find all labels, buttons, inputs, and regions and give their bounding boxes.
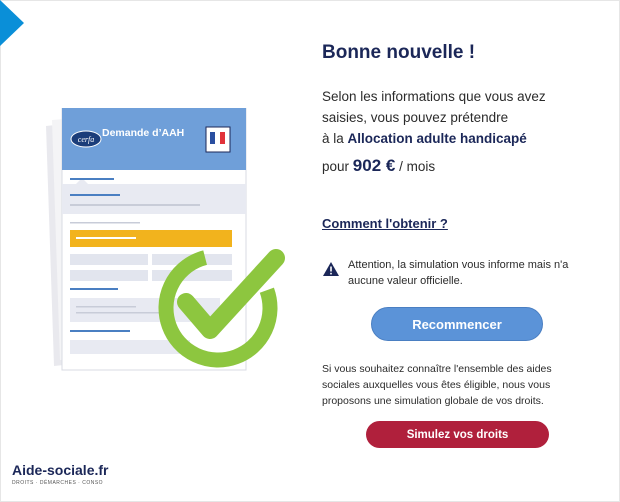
brand-tagline: DROITS · DÉMARCHES · CONSO [12, 480, 104, 486]
how-to-obtain-link[interactable]: Comment l'obtenir ? [322, 216, 448, 231]
warning-icon [322, 261, 340, 277]
warning-notice [322, 257, 582, 289]
brand-logo[interactable] [12, 462, 108, 486]
allowance-name: Allocation adulte handicapé [347, 131, 527, 146]
amount-prefix: pour [322, 159, 353, 174]
result-title: Bonne nouvelle ! [322, 42, 476, 63]
restart-button[interactable]: Recommencer [371, 307, 543, 341]
result-line-2: saisies, vous pouvez prétendre [322, 110, 509, 125]
amount-value: 902 € [352, 156, 396, 175]
simulate-rights-button[interactable]: Simulez vos droits [366, 421, 549, 448]
brand-name: Aide-sociale.fr [12, 462, 109, 478]
form-illustration [40, 108, 300, 378]
global-simulation-text: Si vous souhaitez connaître l'ensemble des aides sociales auxquelles vous êtes éligible, nous vous proposons une simulation globale de vos droits. [322, 363, 552, 407]
result-description [322, 86, 572, 149]
result-line-3-prefix: à la [322, 131, 348, 146]
cerfa-logo: cerfa [77, 135, 95, 144]
amount-line [322, 156, 435, 176]
result-line-1: Selon les informations que vous avez [322, 89, 546, 104]
warning-text: Attention, la simulation vous informe mais n'a aucune valeur officielle. [348, 259, 569, 287]
corner-ribbon [0, 0, 24, 46]
amount-suffix: / mois [395, 159, 436, 174]
form-title: Demande d’AAH [102, 127, 185, 139]
